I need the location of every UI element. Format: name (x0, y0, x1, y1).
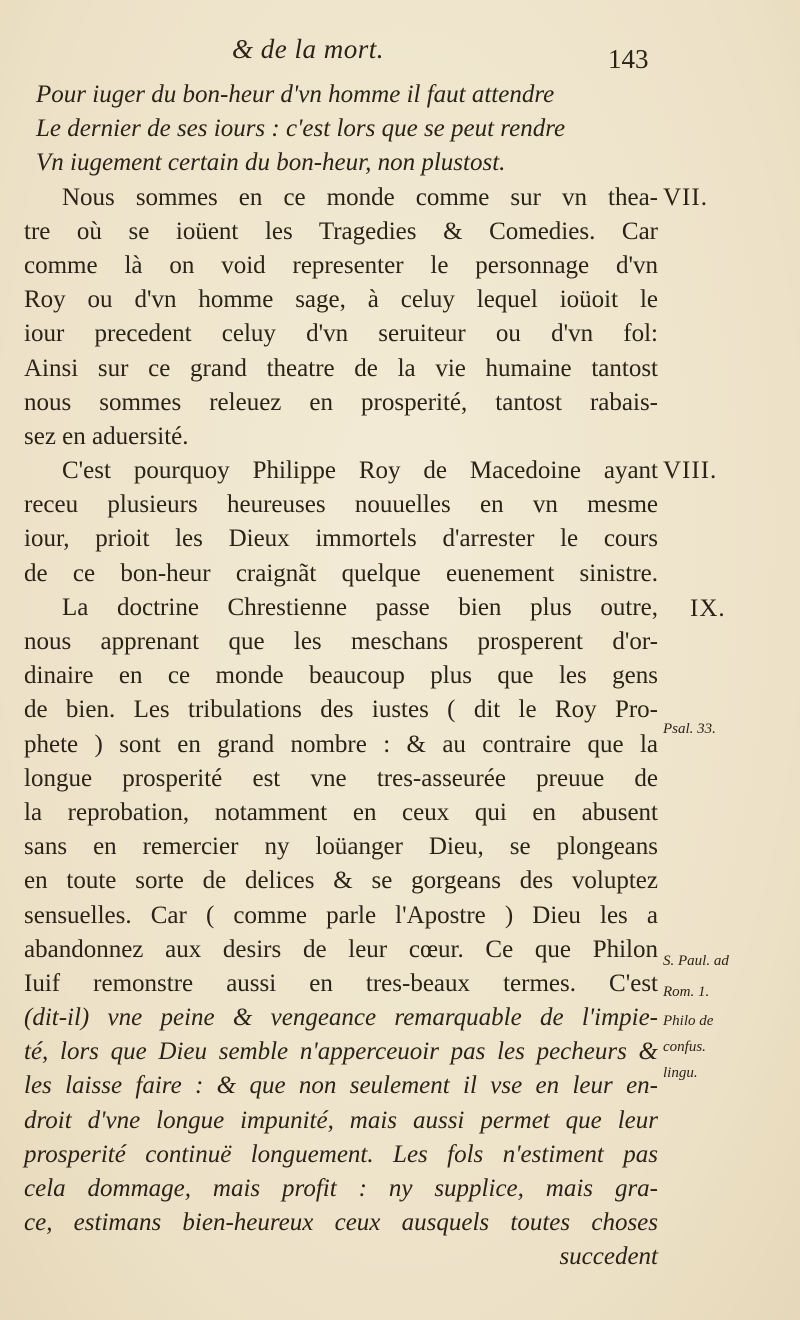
quote-line: les laisse faire : & que non seulement il vse en leur en- (24, 1072, 658, 1100)
text-line: Iuif remonstre aussi en tres-beaux termes. C'est (24, 969, 658, 997)
text-line: tre où se ioüent les Tragedies & Comedies. Car (24, 217, 658, 245)
margin-note-paul: S. Paul. ad (663, 953, 729, 969)
margin-section-viii: VIII. (663, 457, 718, 484)
verse-line: Pour iuger du bon-heur d'vn homme il faut attendre (36, 81, 555, 108)
page-number: 143 (608, 44, 649, 74)
margin-note-philo: Philo de (663, 1013, 714, 1029)
catchword: succedent (559, 1243, 658, 1271)
margin-note-philo-work: confus. (663, 1039, 706, 1055)
text-line: receu plusieurs heureuses nouuelles en vn mesme (24, 491, 658, 519)
verse-line: Le dernier de ses iours : c'est lors que se peut rendre (36, 115, 566, 143)
quote-line: ce, estimans bien-heureux ceux ausquels toutes choses (24, 1209, 658, 1237)
text-line: Ainsi sur ce grand theatre de la vie humaine tantost (24, 354, 658, 382)
quote-line: cela dommage, mais profit : ny supplice, mais gra- (24, 1175, 658, 1202)
text-line: sans en remercier ny loüanger Dieu, se plongeans (24, 833, 658, 861)
text-line: phete ) sont en grand nombre : & au contraire que la (24, 730, 658, 758)
text-line: La doctrine Chrestienne passe bien plus outre, (62, 593, 658, 621)
quote-line: prosperité continuë longuement. Les fols n'estiment pas (24, 1140, 658, 1168)
body-text (24, 78, 658, 1275)
margin-note-philo-section: lingu. (663, 1065, 698, 1081)
margin-section-ix: IX. (690, 595, 726, 622)
text-line: la reprobation, notamment en ceux qui en abusent (24, 798, 658, 826)
text-line: iour, prioit les Dieux immortels d'arrester le cours (24, 525, 658, 553)
text-line: comme là on void representer le personnage d'vn (24, 251, 658, 279)
text-line: dinaire en ce monde beaucoup plus que les gens (24, 662, 658, 690)
running-title: & de la mort. (232, 34, 384, 64)
text-line: longue prosperité est vne tres-asseurée preuue de (24, 764, 658, 792)
text-line: de bien. Les tribulations des iustes ( dit le Roy Pro- (24, 696, 658, 724)
quote-line: droit d'vne longue impunité, mais aussi permet que leur (24, 1106, 658, 1134)
text-line: iour precedent celuy d'vn seruiteur ou d'vn fol: (24, 320, 658, 348)
text-line: nous sommes releuez en prosperité, tantost rabais- (24, 388, 658, 416)
verse-line: Vn iugement certain du bon-heur, non plustost. (36, 149, 506, 177)
text-line: sensuelles. Car ( comme parle l'Apostre ) Dieu les a (24, 901, 658, 929)
text-line: Roy ou d'vn homme sage, à celuy lequel ioüoit le (24, 286, 658, 314)
text-line: de ce bon-heur craignãt quelque euenement sinistre. (24, 559, 658, 587)
margin-note-romans: Rom. 1. (663, 984, 710, 1000)
text-line: C'est pourquoy Philippe Roy de Macedoine ayant (62, 457, 658, 485)
text-line: en toute sorte de delices & se gorgeans des voluptez (24, 867, 658, 895)
margin-note-psalm: Psal. 33. (663, 721, 716, 737)
quote-line: (dit-il) vne peine & vengeance remarquable de l'impie- (24, 1004, 658, 1032)
text-line: sez en aduersité. (24, 422, 189, 450)
text-line: nous apprenant que les meschans prosperent d'or- (24, 628, 658, 655)
quote-line: té, lors que Dieu semble n'apperceuoir pas les pecheurs & (24, 1038, 658, 1066)
text-line: abandonnez aux desirs de leur cœur. Ce que Philon (24, 935, 658, 963)
margin-section-vii: VII. (663, 184, 708, 211)
text-line: Nous sommes en ce monde comme sur vn thea- (62, 183, 658, 211)
page-header (0, 34, 800, 74)
